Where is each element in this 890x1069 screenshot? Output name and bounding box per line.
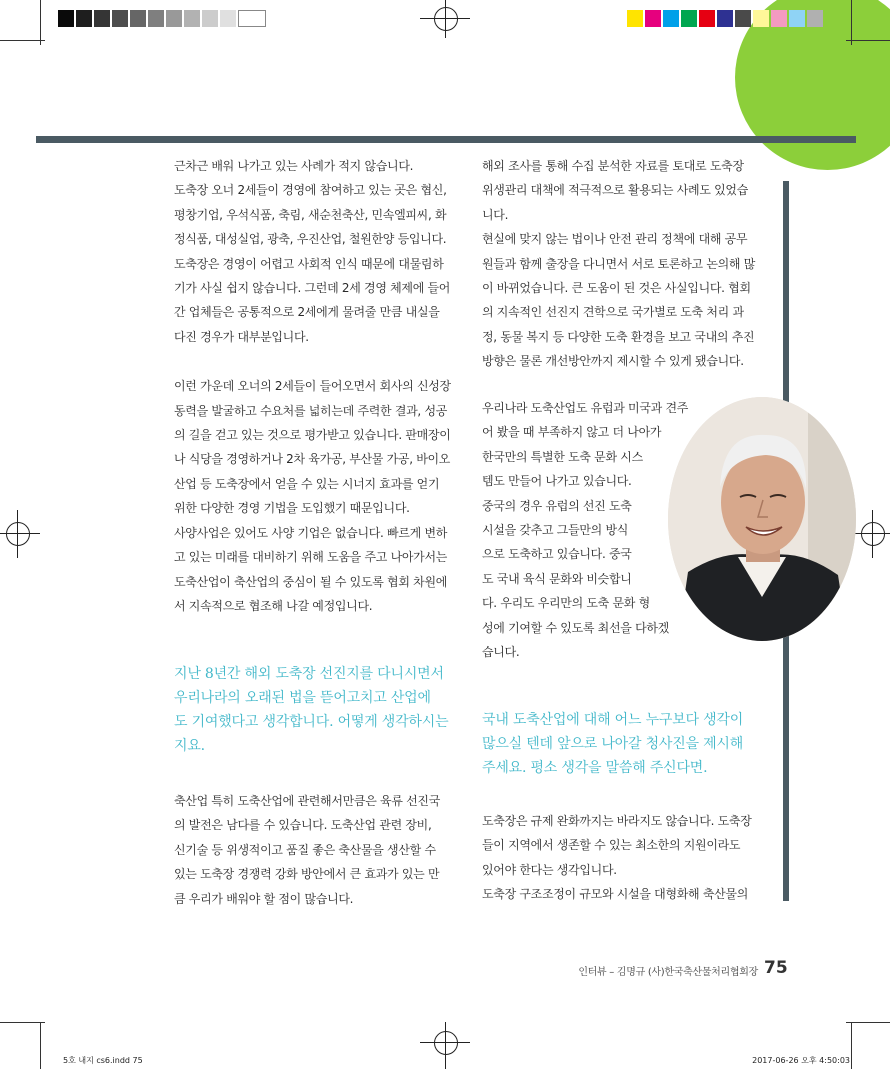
right-paragraph-1: 해외 조사를 통해 수집 분석한 자료를 토대로 도축장 위생관리 대책에 적극적으로 활용되는 사례도 있었습 니다. 현실에 맞지 않는 법이나 안전 관리 정책에 대해 공무 원들과 함께 출장을 다니면서 서로 토론하고 논의해 많 이 바뀌었습니다. 큰 도움이 된 것은 사실입니다. 협회 의 지속적인 선진지 견학으로 국가별로 도축 처리 과 정, 동물 복지 등 다양한 도축 환경을 보고 국내의 추진 방향은 물론 개선방안까지 제시할 수 있게 됐습니다. <box>482 159 756 369</box>
interviewee-portrait-photo <box>668 397 856 641</box>
page-number: 75 <box>764 958 788 978</box>
right-paragraph-2: 우리나라 도축산업도 유럽과 미국과 견주 어 봤을 때 부족하지 않고 더 나아가 한국만의 특별한 도축 문화 시스 템도 만들어 나가고 있습니다. 중국의 경우 유럽의 선진 도축 시설을 갖추고 그들만의 방식 으로 도축하고 있습니다. 중국 도 국내 육식 문화와 비슷합니 다. 우리도 우리만의 도축 문화 형 성에 기여할 수 있도록 최선을 다하겠 습니다. <box>482 401 689 660</box>
footer-caption: 인터뷰 – 김명규 (사)한국축산물처리협회장 <box>578 967 758 978</box>
left-paragraph-1: 근차근 배워 나가고 있는 사례가 적지 않습니다. 도축장 오너 2세들이 경영에 참여하고 있는 곳은 협신, 평창기업, 우석식품, 축림, 새순천축산, 민속엘피씨, 화 정식품, 대성실업, 광축, 우진산업, 철원한양 등입니다. 도축장은 경영이 어렵고 사회적 인식 때문에 대물림하 기가 사실 쉽지 않습니다. 그런데 2세 경영 체제에 들어 간 업체들은 공통적으로 2세에게 물려줄 만큼 내실을 다진 경우가 대부분입니다. <box>174 159 451 344</box>
right-paragraph-3: 도축장은 규제 완화까지는 바라지도 않습니다. 도축장 들이 지역에서 생존할 수 있는 최소한의 지원이라도 있어야 한다는 생각입니다. 도축장 구조조정이 규모와 시설을 대형화해 축산물의 <box>482 814 752 902</box>
portrait-illustration <box>668 397 856 641</box>
right-interview-question: 국내 도축산업에 대해 어느 누구보다 생각이 많으실 텐데 앞으로 나아갈 청사진을 제시해 주세요. 평소 생각을 말씀해 주신다면. <box>482 712 744 776</box>
left-column-body-top <box>174 154 464 618</box>
left-paragraph-2: 이런 가운데 오너의 2세들이 들어오면서 회사의 신성장 동력을 발굴하고 수요처를 넓히는데 주력한 결과, 성공 의 길을 걷고 있는 것으로 평가받고 있습니다. 판매장이 나 식당을 경영하거나 2차 육가공, 부산물 가공, 바이오 산업 등 도축장에서 얻을 수 있는 시너지 효과를 얻기 위한 다양한 경영 기법을 도입했기 때문입니다. 사양사업은 있어도 사양 기업은 없습니다. 빠르게 변하 고 있는 미래를 대비하기 위해 도움을 주고 나아가서는 도축산업이 축산업의 중심이 될 수 있도록 협회 차원에 서 지속적으로 협조해 나갈 예정입니다. <box>174 379 451 613</box>
top-rule <box>36 136 856 143</box>
timestamp-slug: 2017-06-26 오후 4:50:03 <box>752 1056 850 1065</box>
left-interview-question: 지난 8년간 해외 도축장 선진지를 다니시면서 우리나라의 오래된 법을 뜯어고치고 산업에 도 기여했다고 생각합니다. 어떻게 생각하시는 지요. <box>174 666 449 754</box>
left-paragraph-3: 축산업 특히 도축산업에 관련해서만큼은 육류 선진국 의 발전은 남다를 수 있습니다. 도축산업 관련 장비, 신기술 등 위생적이고 품질 좋은 축산물을 생산할 수 있는 도축장 경쟁력 강화 방안에서 큰 효과가 있는 만 큼 우리가 배워야 할 점이 많습니다. <box>174 794 440 906</box>
file-info-slug: 5호 내지 cs6.indd 75 <box>63 1056 143 1065</box>
